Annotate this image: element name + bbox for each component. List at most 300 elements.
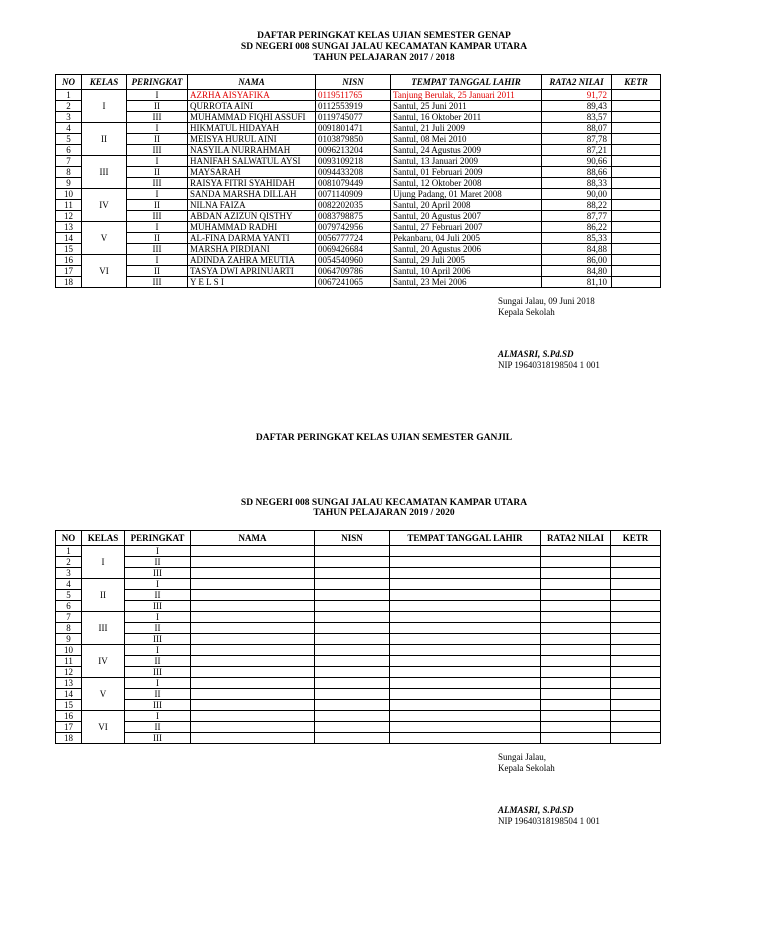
cell-ketr — [612, 244, 661, 255]
cell-no: 8 — [56, 167, 82, 178]
table-row — [56, 634, 661, 645]
cell-nama: NASYILA NURRAHMAH — [188, 145, 316, 156]
cell-nisn: 0091801471 — [316, 123, 391, 134]
signature-place-date: Sungai Jalau, 09 Juni 2018 — [498, 296, 595, 306]
cell-nisn — [315, 667, 390, 678]
cell-ketr — [612, 101, 661, 112]
signature-place-date: Sungai Jalau, — [498, 752, 546, 762]
cell-peringkat: II — [127, 134, 188, 145]
cell-no: 16 — [56, 255, 82, 266]
cell-nama — [191, 612, 315, 623]
cell-ttl — [390, 557, 541, 568]
cell-nilai — [541, 557, 611, 568]
cell-nisn: 0081079449 — [316, 178, 391, 189]
doc1-signature-block — [498, 296, 600, 371]
cell-nisn — [315, 590, 390, 601]
cell-peringkat: II — [125, 689, 191, 700]
table-row — [56, 244, 661, 255]
cell-no: 3 — [56, 112, 82, 123]
cell-nisn: 0056777724 — [316, 233, 391, 244]
cell-peringkat: III — [125, 667, 191, 678]
cell-nisn: 0064709786 — [316, 266, 391, 277]
cell-ketr — [612, 112, 661, 123]
cell-peringkat: III — [127, 244, 188, 255]
cell-kelas: I — [82, 90, 127, 123]
col-nisn-header: NISN — [316, 75, 391, 90]
cell-no: 3 — [56, 568, 82, 579]
cell-ttl: Santul, 13 Januari 2009 — [391, 156, 542, 167]
cell-ketr — [611, 557, 661, 568]
table-row — [56, 612, 661, 623]
cell-nilai: 88,33 — [542, 178, 612, 189]
cell-nama: AZRHA AISYAFIKA — [188, 90, 316, 101]
table-row — [56, 733, 661, 744]
cell-nisn — [315, 733, 390, 744]
cell-nama: ABDAN AZIZUN QISTHY — [188, 211, 316, 222]
cell-no: 13 — [56, 222, 82, 233]
cell-nilai: 90,66 — [542, 156, 612, 167]
cell-ttl: Santul, 12 Oktober 2008 — [391, 178, 542, 189]
cell-nama — [191, 568, 315, 579]
table-row — [56, 134, 661, 145]
cell-ketr — [611, 579, 661, 590]
cell-ttl: Santul, 20 Agustus 2006 — [391, 244, 542, 255]
cell-nisn: 0054540960 — [316, 255, 391, 266]
cell-ttl — [390, 722, 541, 733]
cell-ketr — [612, 134, 661, 145]
cell-nama — [191, 689, 315, 700]
doc2-signature-block — [498, 752, 600, 827]
cell-nilai: 88,07 — [542, 123, 612, 134]
col-nisn-header: NISN — [315, 531, 390, 546]
table-row — [56, 189, 661, 200]
table-row — [56, 590, 661, 601]
cell-no: 1 — [56, 90, 82, 101]
table-row — [56, 200, 661, 211]
cell-peringkat: III — [127, 178, 188, 189]
signature-position: Kepala Sekolah — [498, 307, 555, 317]
cell-nilai: 90,00 — [542, 189, 612, 200]
cell-ketr — [612, 156, 661, 167]
cell-nilai: 86,22 — [542, 222, 612, 233]
cell-ttl: Ujung Padang, 01 Maret 2008 — [391, 189, 542, 200]
cell-peringkat: I — [127, 255, 188, 266]
cell-ketr — [612, 145, 661, 156]
cell-nama: MEISYA HURUL AINI — [188, 134, 316, 145]
cell-nilai: 84,88 — [542, 244, 612, 255]
cell-ttl — [390, 634, 541, 645]
cell-ttl: Tanjung Berulak, 25 Januari 2011 — [391, 90, 542, 101]
cell-nama — [191, 579, 315, 590]
cell-no: 7 — [56, 156, 82, 167]
cell-no: 5 — [56, 590, 82, 601]
table-row — [56, 678, 661, 689]
cell-nisn: 0079742956 — [316, 222, 391, 233]
table-row — [56, 123, 661, 134]
table-row — [56, 266, 661, 277]
cell-no: 4 — [56, 579, 82, 590]
cell-nama — [191, 634, 315, 645]
cell-nama — [191, 557, 315, 568]
cell-no: 16 — [56, 711, 82, 722]
cell-ketr — [611, 590, 661, 601]
cell-no: 18 — [56, 733, 82, 744]
cell-nisn — [315, 579, 390, 590]
cell-ketr — [612, 266, 661, 277]
cell-nisn — [315, 645, 390, 656]
cell-ttl — [390, 656, 541, 667]
cell-nisn: 0093109218 — [316, 156, 391, 167]
cell-peringkat: II — [127, 233, 188, 244]
cell-nilai: 86,00 — [542, 255, 612, 266]
cell-nama — [191, 601, 315, 612]
col-ketr-header: KETR — [611, 531, 661, 546]
cell-nisn: 0083798875 — [316, 211, 391, 222]
signature-name: ALMASRI, S.Pd.SD — [498, 349, 574, 359]
cell-nama: MAYSARAH — [188, 167, 316, 178]
cell-ketr — [611, 711, 661, 722]
cell-ketr — [612, 200, 661, 211]
cell-ketr — [612, 90, 661, 101]
doc2-title-line1: DAFTAR PERINGKAT KELAS UJIAN SEMESTER GANJIL — [255, 433, 513, 443]
cell-no: 15 — [56, 244, 82, 255]
doc2-table-body — [56, 546, 661, 744]
col-kelas-header: KELAS — [82, 531, 125, 546]
cell-ttl: Santul, 25 Juni 2011 — [391, 101, 542, 112]
cell-nilai — [541, 590, 611, 601]
cell-no: 10 — [56, 189, 82, 200]
table-row — [56, 277, 661, 288]
cell-nisn — [315, 722, 390, 733]
cell-no: 15 — [56, 700, 82, 711]
cell-nisn: 0119745077 — [316, 112, 391, 123]
cell-nilai: 87,21 — [542, 145, 612, 156]
cell-peringkat: II — [127, 167, 188, 178]
cell-nilai — [541, 678, 611, 689]
cell-nilai: 85,33 — [542, 233, 612, 244]
cell-no: 13 — [56, 678, 82, 689]
cell-nisn: 0069426684 — [316, 244, 391, 255]
cell-nilai — [541, 612, 611, 623]
doc1-title-line3: TAHUN PELAJARAN 2017 / 2018 — [313, 53, 455, 63]
cell-nama — [191, 546, 315, 557]
cell-ttl — [390, 700, 541, 711]
cell-peringkat: I — [127, 156, 188, 167]
table-row — [56, 557, 661, 568]
cell-nama — [191, 645, 315, 656]
cell-ketr — [612, 178, 661, 189]
cell-ketr — [611, 601, 661, 612]
cell-ttl — [390, 711, 541, 722]
cell-peringkat: I — [125, 612, 191, 623]
cell-peringkat: I — [125, 678, 191, 689]
signature-nip: NIP 19640318198504 1 001 — [498, 360, 600, 370]
cell-ttl: Santul, 29 Juli 2005 — [391, 255, 542, 266]
cell-nilai: 84,80 — [542, 266, 612, 277]
signature-name: ALMASRI, S.Pd.SD — [498, 805, 574, 815]
cell-no: 6 — [56, 601, 82, 612]
cell-ketr — [611, 634, 661, 645]
cell-nilai — [541, 733, 611, 744]
cell-nilai — [541, 568, 611, 579]
cell-peringkat: II — [125, 623, 191, 634]
cell-nama: Y E L S I — [188, 277, 316, 288]
cell-nama — [191, 590, 315, 601]
cell-nisn: 0067241065 — [316, 277, 391, 288]
cell-ttl: Santul, 08 Mei 2010 — [391, 134, 542, 145]
cell-no: 4 — [56, 123, 82, 134]
cell-nisn — [315, 557, 390, 568]
col-ttl-header: TEMPAT TANGGAL LAHIR — [390, 531, 541, 546]
cell-kelas: II — [82, 123, 127, 156]
cell-nilai — [541, 579, 611, 590]
table-row — [56, 211, 661, 222]
cell-nisn — [315, 689, 390, 700]
cell-nilai — [541, 546, 611, 557]
cell-nilai: 81,10 — [542, 277, 612, 288]
cell-ketr — [611, 568, 661, 579]
cell-nama — [191, 700, 315, 711]
cell-peringkat: III — [125, 700, 191, 711]
cell-nilai: 89,43 — [542, 101, 612, 112]
cell-ketr — [612, 255, 661, 266]
cell-peringkat: I — [125, 546, 191, 557]
doc2-ranking-table — [55, 530, 661, 744]
cell-nisn — [315, 700, 390, 711]
table-row — [56, 222, 661, 233]
table-row — [56, 167, 661, 178]
cell-kelas: III — [82, 612, 125, 645]
cell-nama — [191, 722, 315, 733]
cell-ketr — [612, 233, 661, 244]
col-peringkat-header: PERINGKAT — [127, 75, 188, 90]
cell-nisn — [315, 678, 390, 689]
cell-nilai — [541, 656, 611, 667]
cell-nama — [191, 656, 315, 667]
cell-ttl: Santul, 20 April 2008 — [391, 200, 542, 211]
cell-no: 12 — [56, 667, 82, 678]
cell-nisn — [315, 546, 390, 557]
cell-kelas: V — [82, 678, 125, 711]
cell-nisn: 0094433208 — [316, 167, 391, 178]
cell-ttl — [390, 645, 541, 656]
cell-nisn: 0119511765 — [316, 90, 391, 101]
table-row — [56, 623, 661, 634]
table-row — [56, 145, 661, 156]
cell-ttl: Santul, 16 Oktober 2011 — [391, 112, 542, 123]
cell-ttl — [390, 601, 541, 612]
cell-nisn: 0103879850 — [316, 134, 391, 145]
cell-ttl — [390, 590, 541, 601]
cell-nilai — [541, 634, 611, 645]
cell-peringkat: III — [127, 211, 188, 222]
cell-nama: MUHAMMAD FIQHI ASSUFI — [188, 112, 316, 123]
cell-nisn: 0096213204 — [316, 145, 391, 156]
cell-nama: QURROTA AINI — [188, 101, 316, 112]
cell-nama: MARSHA PIRDIANI — [188, 244, 316, 255]
cell-ttl — [390, 623, 541, 634]
col-nilai-header: RATA2 NILAI — [542, 75, 612, 90]
doc1-ranking-table — [55, 74, 661, 288]
cell-peringkat: II — [125, 590, 191, 601]
cell-peringkat: I — [127, 189, 188, 200]
cell-peringkat: III — [127, 145, 188, 156]
cell-ttl — [390, 546, 541, 557]
table-row — [56, 178, 661, 189]
cell-nilai: 91,72 — [542, 90, 612, 101]
cell-nisn: 0071140909 — [316, 189, 391, 200]
cell-ttl: Santul, 23 Mei 2006 — [391, 277, 542, 288]
cell-peringkat: II — [127, 266, 188, 277]
cell-no: 2 — [56, 557, 82, 568]
cell-nama: SANDA MARSHA DILLAH — [188, 189, 316, 200]
cell-ttl: Santul, 01 Februari 2009 — [391, 167, 542, 178]
cell-ketr — [612, 222, 661, 233]
cell-ketr — [611, 656, 661, 667]
table-row — [56, 667, 661, 678]
cell-peringkat: II — [125, 557, 191, 568]
cell-nilai — [541, 722, 611, 733]
cell-kelas: IV — [82, 189, 127, 222]
cell-ttl: Santul, 20 Agustus 2007 — [391, 211, 542, 222]
cell-kelas: V — [82, 222, 127, 255]
cell-ttl — [390, 678, 541, 689]
cell-peringkat: III — [125, 634, 191, 645]
cell-nilai: 88,22 — [542, 200, 612, 211]
cell-no: 11 — [56, 200, 82, 211]
cell-nilai: 87,77 — [542, 211, 612, 222]
cell-nisn — [315, 623, 390, 634]
cell-kelas: II — [82, 579, 125, 612]
cell-no: 18 — [56, 277, 82, 288]
cell-nilai: 88,66 — [542, 167, 612, 178]
cell-nama: HIKMATUL HIDAYAH — [188, 123, 316, 134]
cell-no: 6 — [56, 145, 82, 156]
cell-nisn — [315, 612, 390, 623]
cell-ttl: Santul, 10 April 2006 — [391, 266, 542, 277]
cell-nisn: 0112553919 — [316, 101, 391, 112]
cell-nama — [191, 667, 315, 678]
cell-ketr — [612, 189, 661, 200]
cell-peringkat: II — [125, 722, 191, 733]
cell-no: 5 — [56, 134, 82, 145]
table-row — [56, 689, 661, 700]
signature-position: Kepala Sekolah — [498, 763, 555, 773]
cell-nisn — [315, 656, 390, 667]
cell-ttl: Pekanbaru, 04 Juli 2005 — [391, 233, 542, 244]
table-row — [56, 700, 661, 711]
cell-peringkat: I — [125, 711, 191, 722]
cell-nilai — [541, 711, 611, 722]
cell-nama — [191, 678, 315, 689]
doc1-table-body — [56, 90, 661, 288]
col-ketr-header: KETR — [612, 75, 661, 90]
col-nama-header: NAMA — [191, 531, 315, 546]
cell-ketr — [611, 689, 661, 700]
cell-kelas: I — [82, 546, 125, 579]
cell-ketr — [611, 733, 661, 744]
cell-nilai — [541, 601, 611, 612]
cell-nama — [191, 711, 315, 722]
cell-ketr — [611, 612, 661, 623]
cell-ttl: Santul, 21 Juli 2009 — [391, 123, 542, 134]
cell-peringkat: II — [127, 200, 188, 211]
cell-ketr — [611, 700, 661, 711]
cell-peringkat: I — [125, 579, 191, 590]
cell-ketr — [611, 678, 661, 689]
table-row — [56, 156, 661, 167]
cell-kelas: III — [82, 156, 127, 189]
cell-nisn: 0082202035 — [316, 200, 391, 211]
col-ttl-header: TEMPAT TANGGAL LAHIR — [391, 75, 542, 90]
cell-no: 7 — [56, 612, 82, 623]
cell-ketr — [611, 667, 661, 678]
doc1-title-line1: DAFTAR PERINGKAT KELAS UJIAN SEMESTER GENAP — [257, 31, 511, 41]
cell-peringkat: I — [125, 645, 191, 656]
cell-ttl — [390, 568, 541, 579]
cell-nisn — [315, 634, 390, 645]
cell-ttl — [390, 667, 541, 678]
cell-nama: ADINDA ZAHRA MEUTIA — [188, 255, 316, 266]
table-row — [56, 101, 661, 112]
doc2-title-line3: TAHUN PELAJARAN 2019 / 2020 — [313, 508, 455, 518]
cell-ttl — [390, 579, 541, 590]
cell-no: 9 — [56, 634, 82, 645]
cell-nisn — [315, 568, 390, 579]
cell-no: 17 — [56, 266, 82, 277]
doc1-header-row — [56, 75, 661, 90]
cell-kelas: VI — [82, 255, 127, 288]
cell-nilai — [541, 700, 611, 711]
cell-nilai — [541, 689, 611, 700]
cell-nama: HANIFAH SALWATUL AYSI — [188, 156, 316, 167]
cell-no: 10 — [56, 645, 82, 656]
table-row — [56, 112, 661, 123]
cell-peringkat: III — [125, 733, 191, 744]
cell-peringkat: III — [127, 277, 188, 288]
cell-ttl — [390, 612, 541, 623]
col-peringkat-header: PERINGKAT — [125, 531, 191, 546]
table-row — [56, 656, 661, 667]
cell-nisn — [315, 601, 390, 612]
cell-peringkat: I — [127, 222, 188, 233]
doc2-header-row — [56, 531, 661, 546]
table-row — [56, 255, 661, 266]
cell-peringkat: III — [127, 112, 188, 123]
cell-no: 9 — [56, 178, 82, 189]
col-no-header: NO — [56, 531, 82, 546]
cell-ketr — [612, 167, 661, 178]
col-nama-header: NAMA — [188, 75, 316, 90]
table-row — [56, 722, 661, 733]
cell-ketr — [611, 722, 661, 733]
cell-no: 17 — [56, 722, 82, 733]
cell-nama: AL-FINA DARMA YANTI — [188, 233, 316, 244]
cell-nilai — [541, 645, 611, 656]
cell-ketr — [612, 123, 661, 134]
cell-nilai — [541, 667, 611, 678]
col-kelas-header: KELAS — [82, 75, 127, 90]
cell-ttl — [390, 733, 541, 744]
col-nilai-header: RATA2 NILAI — [541, 531, 611, 546]
cell-ketr — [612, 211, 661, 222]
cell-ttl — [390, 689, 541, 700]
cell-nilai: 87,78 — [542, 134, 612, 145]
cell-no: 11 — [56, 656, 82, 667]
cell-kelas: IV — [82, 645, 125, 678]
signature-nip: NIP 19640318198504 1 001 — [498, 816, 600, 826]
cell-no: 1 — [56, 546, 82, 557]
